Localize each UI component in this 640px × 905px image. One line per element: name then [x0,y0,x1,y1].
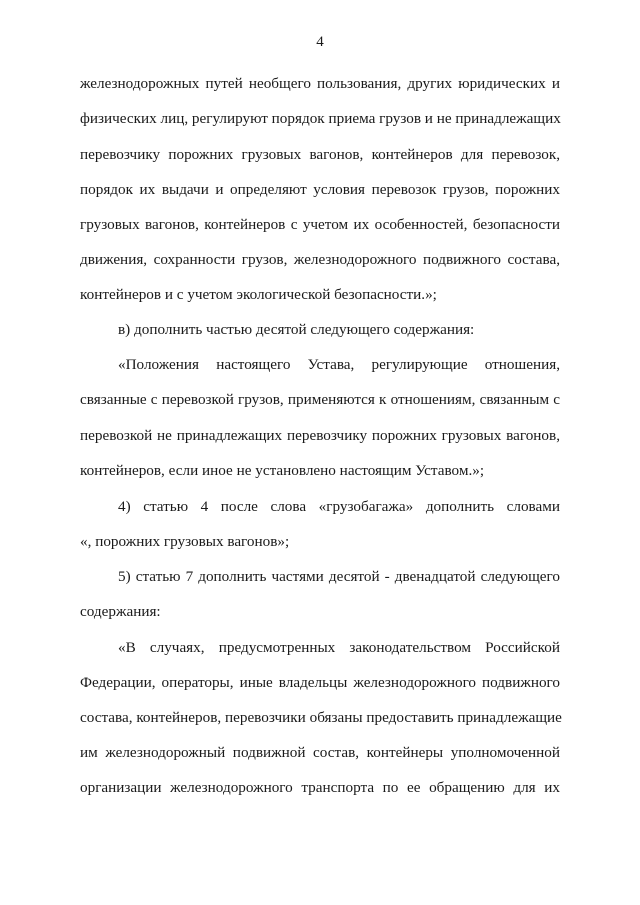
text-line: организации железнодорожного транспорта по ее обращению для их [80,779,560,796]
text-line: контейнеров и с учетом экологической безопасности.»; [80,286,437,303]
text-line: движения, сохранности грузов, железнодорожного подвижного состава, [80,251,560,268]
text-line: им железнодорожный подвижной состав, контейнеры уполномоченной [80,744,560,761]
text-line: «Положения настоящего Устава, регулирующие отношения, [118,356,560,373]
text-line: физических лиц, регулируют порядок приема грузов и не принадлежащих [80,110,561,127]
text-line: порядок их выдачи и определяют условия перевозок грузов, порожних [80,181,560,198]
text-line: «В случаях, предусмотренных законодательством Российской [118,639,560,656]
text-line: «, порожних грузовых вагонов»; [80,533,290,550]
text-line: Федерации, операторы, иные владельцы железнодорожного подвижного [80,674,560,691]
text-line: в) дополнить частью десятой следующего содержания: [118,321,475,338]
text-line: связанные с перевозкой грузов, применяются к отношениям, связанным с [80,391,560,408]
text-line: содержания: [80,603,161,620]
text-line: состава, контейнеров, перевозчики обязаны предоставить принадлежащие [80,709,562,726]
page-number: 4 [316,34,324,50]
text-line: 4) статью 4 после слова «грузобагажа» дополнить словами [118,498,560,515]
text-line: контейнеров, если иное не установлено настоящим Уставом.»; [80,462,485,479]
text-line: 5) статью 7 дополнить частями десятой - двенадцатой следующего [118,568,560,585]
text-line: перевозчику порожних грузовых вагонов, контейнеров для перевозок, [80,146,560,163]
text-line: грузовых вагонов, контейнеров с учетом их особенностей, безопасности [80,216,560,233]
text-line: железнодорожных путей необщего пользования, других юридических и [80,75,560,92]
text-line: перевозкой не принадлежащих перевозчику порожних грузовых вагонов, [80,427,560,444]
